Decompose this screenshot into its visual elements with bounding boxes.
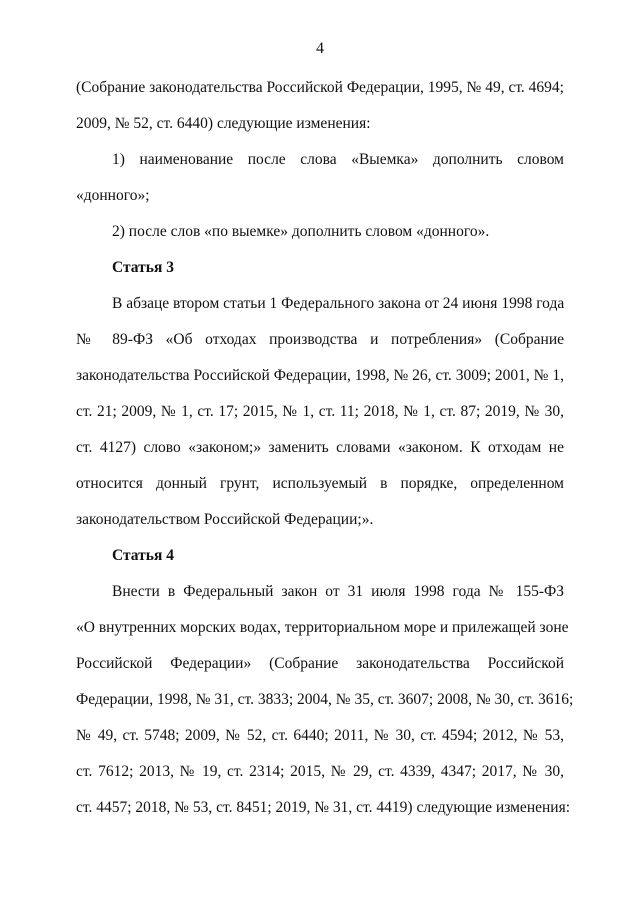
body-line: Федерации, 1998, № 31, ст. 3833; 2004, № 35, ст. 3607; 2008, № 30, ст. 3616; [76, 691, 574, 708]
body-line: ст. 4457; 2018, № 53, ст. 8451; 2019, № 31, ст. 4419) следующие изменения: [76, 799, 571, 816]
page-number: 4 [316, 40, 324, 57]
body-line: № 49, ст. 5748; 2009, № 52, ст. 6440; 2011, № 30, ст. 4594; 2012, № 53, [76, 727, 564, 744]
body-line: № 89-ФЗ «Об отходах производства и потребления» (Собрание [76, 331, 564, 348]
body-line: «донного»; [76, 187, 150, 204]
body-line: законодательством Российской Федерации;». [76, 511, 374, 528]
document-body [76, 78, 574, 834]
body-line: (Собрание законодательства Российской Федерации, 1995, № 49, ст. 4694; [76, 79, 564, 96]
body-line: относится донный грунт, используемый в порядке, определенном [76, 475, 564, 492]
article-heading: Статья 4 [112, 547, 174, 564]
body-line: 2) после слов «по выемке» дополнить словом «донного». [112, 223, 490, 240]
body-line: ст. 4127) слово «законом;» заменить словами «законом. К отходам не [76, 439, 564, 456]
body-line: Внести в Федеральный закон от 31 июля 1998 года № 155-ФЗ [112, 583, 564, 600]
body-line: законодательства Российской Федерации, 1998, № 26, ст. 3009; 2001, № 1, [76, 367, 564, 384]
body-line: ст. 21; 2009, № 1, ст. 17; 2015, № 1, ст. 11; 2018, № 1, ст. 87; 2019, № 30, [76, 403, 564, 420]
article-heading: Статья 3 [112, 259, 174, 276]
body-line: 2009, № 52, ст. 6440) следующие изменения: [76, 115, 371, 132]
body-line: 1) наименование после слова «Выемка» дополнить словом [112, 151, 564, 168]
body-line: В абзаце втором статьи 1 Федерального закона от 24 июня 1998 года [112, 295, 565, 312]
body-line: «О внутренних морских водах, территориальном море и прилежащей зоне [76, 619, 569, 636]
body-line: Российской Федерации» (Собрание законодательства Российской [76, 655, 564, 672]
body-line: ст. 7612; 2013, № 19, ст. 2314; 2015, № 29, ст. 4339, 4347; 2017, № 30, [76, 763, 564, 780]
